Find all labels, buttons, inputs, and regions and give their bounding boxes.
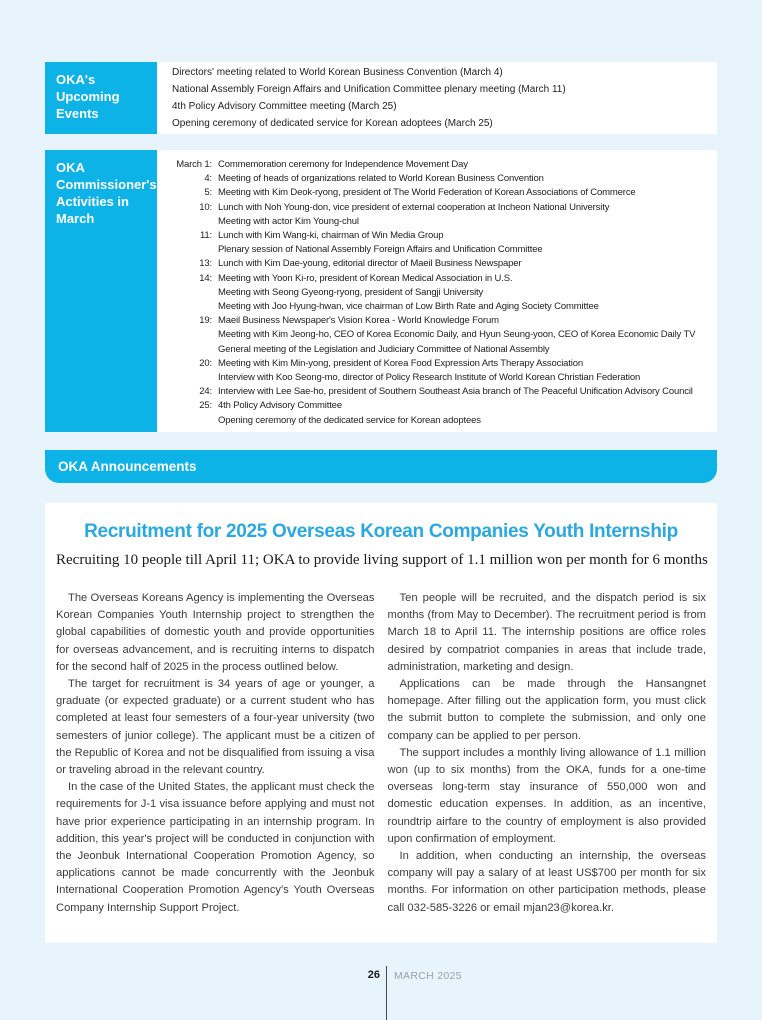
activity-day: 5: — [204, 187, 212, 199]
activity-item: Commemoration ceremony for Independence Movement Day — [218, 159, 468, 170]
article-paragraph: In addition, when conducting an internship, the overseas company will pay a salary of at least US$700 per month for six months. For information on other participation methods, please call 032-585-3226 or email mjan23@korea.kr. — [387, 850, 706, 914]
activity-day: 14: — [199, 272, 212, 284]
activity-items — [218, 229, 709, 257]
activity-items — [218, 158, 709, 172]
activity-item: Meeting with Kim Min-yong, president of Korea Food Expression Arts Therapy Association — [218, 357, 583, 369]
activity-entry — [172, 357, 709, 385]
activity-item: Meeting with Kim Jeong-ho, CEO of Korea Economic Daily, and Hyun Seung-yoon, CEO of Korea Economic Daily TV — [218, 329, 696, 341]
activity-item: Lunch with Noh Young-don, vice president of external cooperation at Incheon National University — [218, 201, 610, 213]
activity-items — [218, 385, 709, 399]
article-paragraph: The support includes a monthly living allowance of 1.1 million won (up to six months) from the OKA, funds for a one-time overseas long-term stay insurance of 550,000 won and domestic education expenses. In addition, as an incentive, roundtrip airfare to the country of employment is also provided upon confirmation of employment. — [387, 746, 706, 845]
commissioner-activities-label: OKA Commissioner's Activities in March — [45, 150, 157, 432]
issue-label: MARCH 2025 — [394, 970, 462, 982]
activity-items — [218, 172, 709, 186]
activity-day: 13: — [199, 258, 212, 270]
announcements-banner-label: OKA Announcements — [58, 459, 197, 474]
activity-day: 10: — [199, 201, 212, 213]
activity-entry — [172, 158, 709, 172]
upcoming-event-item: Opening ceremony of dedicated service for Korean adoptees (March 25) — [172, 118, 493, 129]
activity-day: 24: — [199, 386, 212, 398]
activity-day: 25: — [199, 400, 212, 412]
article-body — [56, 590, 706, 917]
activity-entry — [172, 399, 709, 427]
activity-item: Meeting with Kim Deok-ryong, president of The World Federation of Korean Associations of Commerce — [218, 187, 636, 199]
upcoming-events-section — [45, 62, 717, 134]
announcements-banner — [45, 450, 717, 483]
activity-items — [218, 357, 709, 385]
activity-items — [218, 272, 709, 315]
activity-day: 20: — [199, 357, 212, 369]
activity-items — [218, 399, 709, 427]
activity-items — [218, 257, 709, 271]
activity-item: Interview with Koo Seong-mo, director of Policy Research Institute of World Korean Christian Federation — [218, 372, 641, 384]
activity-item: Meeting of heads of organizations related to World Korean Business Convention — [218, 173, 544, 185]
activity-item: Interview with Lee Sae-ho, president of Southern Southeast Asia branch of The Peaceful Unification Advisory Council — [218, 386, 693, 398]
activity-entry — [172, 201, 709, 229]
activity-item: Lunch with Kim Wang-ki, chairman of Win Media Group — [218, 230, 444, 242]
article-card — [45, 503, 717, 943]
activity-day: March 1: — [176, 159, 212, 170]
article-paragraph: The Overseas Koreans Agency is implementing the Overseas Korean Companies Youth Internship project to strengthen the global capabilities of domestic youth and provide opportunities for overseas advancement, and is recruiting interns to dispatch for the second half of 2025 in the process outlined below. — [56, 592, 375, 673]
activity-items — [218, 186, 709, 200]
activity-entry — [172, 186, 709, 200]
article-right-column — [388, 590, 707, 917]
activity-item: Opening ceremony of the dedicated service for Korean adoptees — [218, 414, 481, 426]
article-paragraph: Applications can be made through the Hansangnet homepage. After filling out the application form, you must click the submit button to complete the submission, and only one company can be applied to per person. — [387, 678, 706, 742]
article-paragraph: Ten people will be recruited, and the dispatch period is six months (from May to December). The recruitment period is from March 18 to April 11. The internship positions are office roles desired by compatriot companies in areas that include trade, administration, marketing and design. — [387, 592, 706, 673]
activity-items — [218, 314, 709, 357]
article-subtitle: Recruiting 10 people till April 11; OKA to provide living support of 1.1 million won per month for 6 months — [56, 552, 708, 568]
activity-item: Meeting with Yoon Ki-ro, president of Korean Medical Association in U.S. — [218, 272, 513, 284]
activity-entry — [172, 272, 709, 315]
page-number: 26 — [367, 969, 380, 981]
article-left-column — [56, 590, 375, 917]
commissioner-activities-section — [45, 150, 717, 432]
upcoming-events-list — [157, 62, 717, 134]
upcoming-events-label: OKA's Upcoming Events — [45, 62, 157, 134]
activity-item: Meeting with Seong Gyeong-ryong, president of Sangji University — [218, 286, 484, 298]
activity-entry — [172, 385, 709, 399]
activity-entry — [172, 172, 709, 186]
activity-day: 4: — [204, 173, 212, 185]
article-paragraph: The target for recruitment is 34 years of age or younger, a graduate (or expected graduate) or a current student who has completed at least four semesters of a four-year university (two semesters of junior college). The applicant must be a citizen of the Republic of Korea and not be disqualified from issuing a visa or traveling abroad in the relevant country. — [56, 678, 375, 777]
activity-items — [218, 201, 709, 229]
article-paragraph: In the case of the United States, the applicant must check the requirements for J-1 visa issuance before applying and must not have prior experience participating in an internship program. In addition, this year's project will be conducted in conjunction with the Jeonbuk International Cooperation Promotion Agency, so applications cannot be made concurrently with the Jeonbuk International Cooperation Promotion Agency's Youth Overseas Company Internship Support Project. — [56, 781, 375, 914]
article-title: Recruitment for 2025 Overseas Korean Companies Youth Internship — [84, 521, 678, 542]
activity-day: 19: — [199, 315, 212, 327]
upcoming-event-item: Directors' meeting related to World Korean Business Convention (March 4) — [172, 67, 503, 78]
activity-entry — [172, 314, 709, 357]
activity-item: Plenary session of National Assembly Foreign Affairs and Unification Committee — [218, 244, 543, 256]
activity-item: Meeting with actor Kim Young-chul — [218, 215, 359, 227]
footer-divider-line — [386, 966, 387, 1020]
activity-day: 11: — [199, 230, 212, 242]
activity-entry — [172, 257, 709, 271]
activity-item: Maeil Business Newspaper's Vision Korea - World Knowledge Forum — [218, 315, 499, 327]
activity-entry — [172, 229, 709, 257]
upcoming-event-item: 4th Policy Advisory Committee meeting (March 25) — [172, 101, 397, 112]
upcoming-event-item: National Assembly Foreign Affairs and Unification Committee plenary meeting (March 11) — [172, 84, 566, 95]
activity-item: Meeting with Joo Hyung-hwan, vice chairman of Low Birth Rate and Aging Society Committee — [218, 301, 599, 313]
commissioner-activities-list — [157, 150, 717, 432]
activity-item: General meeting of the Legislation and Judiciary Committee of National Assembly — [218, 343, 550, 355]
activity-item: Lunch with Kim Dae-young, editorial director of Maeil Business Newspaper — [218, 258, 522, 270]
activity-item: 4th Policy Advisory Committee — [218, 400, 342, 412]
